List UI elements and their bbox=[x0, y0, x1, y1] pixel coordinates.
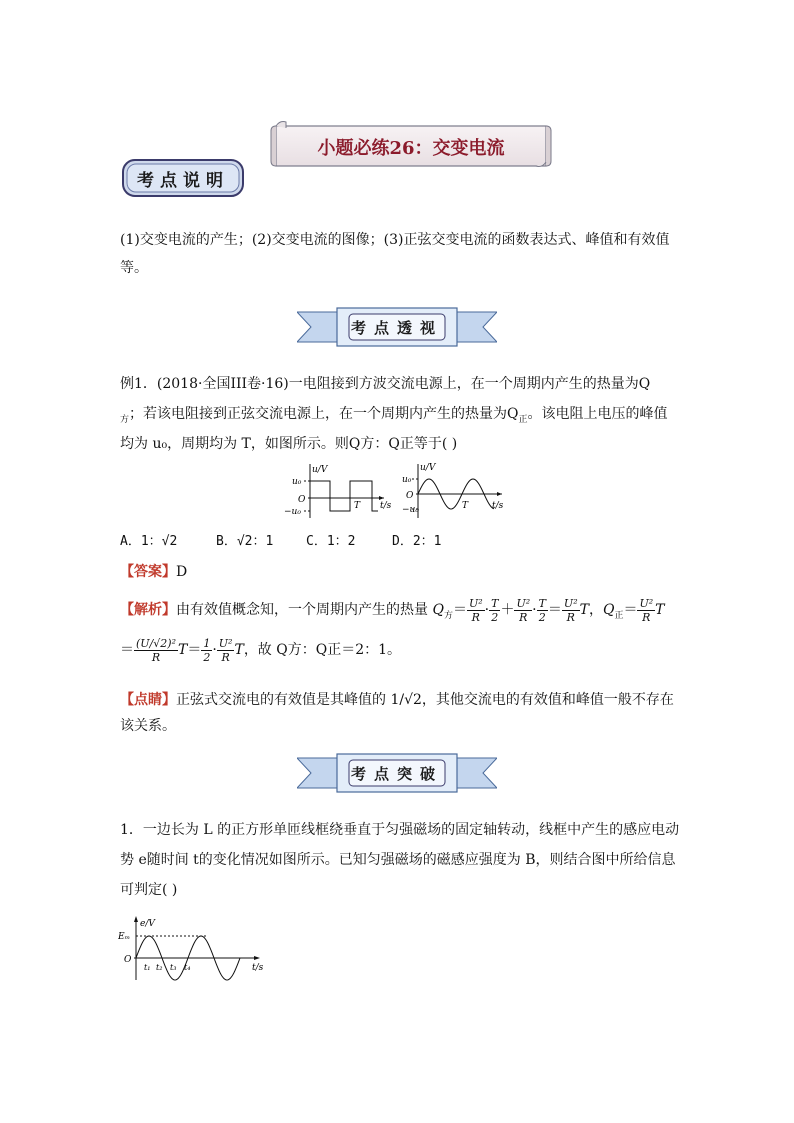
sq-origin: O bbox=[298, 495, 306, 505]
sq-u0: u₀ bbox=[292, 477, 302, 487]
tip-line-1: 【点睛】正弦式交流电的有效值是其峰值的 1/√2，其他交流电的有效值和峰值一般不存在 bbox=[120, 692, 674, 708]
emf-t4: t₄ bbox=[184, 963, 191, 972]
sine-neg-u0: −u₀ bbox=[402, 505, 419, 515]
q1-line-1: 1．一边长为 L 的正方形单匝线框绕垂直于匀强磁场的固定轴转动，线框中产生的感应电动 bbox=[120, 822, 680, 838]
analysis-line-2: ＝ $\frac{\text{(U/√2)²}}{R}$ T＝ $\frac{1}{2}$ · $\frac{\text{U²}}{R}$ T，故 Q方：Q正＝2：1。 bbox=[120, 636, 402, 664]
badge-kaodian-shuoming: 考点说明 bbox=[137, 171, 229, 191]
sq-xlabel: t/s bbox=[380, 501, 392, 511]
q1-line-3: 可判定( ) bbox=[120, 882, 178, 898]
tip-tag: 【点睛】 bbox=[120, 692, 176, 708]
sq-T: T bbox=[354, 501, 361, 511]
emf-t3: t₃ bbox=[170, 963, 177, 972]
ribbon-kaodian-toushi: 考点透视 bbox=[350, 319, 443, 337]
analysis-line-1: 【解析】由有效值概念知，一个周期内产生的热量 $Q_方=$ $\frac{\text{U²}}{R}$ · $\frac{T}{2}$ ＋ $\frac{\text{U²}}{R}$ · $\frac{T}{2}$ ＝ $\frac{\text{U²}}{R}$ T，$Q_正=$ $\frac{\text{U²}}{R}$ T bbox=[120, 596, 665, 624]
option-b: B．√2：1 bbox=[216, 534, 274, 549]
emf-xlabel: t/s bbox=[252, 963, 264, 973]
emf-t1: t₁ bbox=[144, 963, 151, 972]
sine-ylabel: u/V bbox=[420, 463, 436, 473]
answer-value: D bbox=[176, 564, 188, 580]
emf-origin: O bbox=[124, 955, 132, 965]
intro-line-1: (1)交变电流的产生；(2)交变电流的图像；(3)正弦交变电流的函数表达式、峰值和有效值 bbox=[120, 232, 670, 248]
analysis-tag: 【解析】 bbox=[120, 602, 176, 618]
square-wave-graph bbox=[284, 462, 404, 522]
page-title: 小题必练26：交变电流 bbox=[317, 138, 505, 159]
sine-wave-graph bbox=[402, 462, 512, 522]
sine-origin: O bbox=[406, 491, 414, 501]
example-line-3: 均为 u₀，周期均为 T，如图所示。则Q方：Q正等于( ) bbox=[120, 436, 458, 452]
emf-time-graph bbox=[118, 914, 268, 984]
option-a: A．1：√2 bbox=[120, 534, 178, 549]
option-d: D．2：1 bbox=[392, 534, 442, 549]
answer-line bbox=[120, 558, 680, 586]
sine-xlabel: t/s bbox=[492, 501, 504, 511]
ribbon-kaodian-tupo: 考点突破 bbox=[350, 765, 443, 783]
option-c: C．1：2 bbox=[306, 534, 356, 549]
emf-ylabel: e/V bbox=[140, 919, 155, 929]
emf-t2: t₂ bbox=[156, 963, 163, 972]
sine-T: T bbox=[462, 501, 469, 511]
tip-line-2: 该关系。 bbox=[120, 718, 176, 734]
sq-neg-u0: −u₀ bbox=[284, 507, 301, 517]
sq-ylabel: u/V bbox=[312, 465, 328, 475]
emf-Em: Eₘ bbox=[118, 932, 131, 942]
answer-tag: 【答案】 bbox=[120, 564, 176, 580]
example-line-2: $_方$；若该电阻接到正弦交流电源上，在一个周期内产生的热量为$Q_正$。该电阻上电压的峰值 bbox=[120, 406, 668, 425]
q1-line-2: 势 e随时间 t的变化情况如图所示。已知匀强磁场的磁感应强度为 B，则结合图中所给信息 bbox=[120, 852, 676, 868]
sine-u0: u₀ bbox=[402, 475, 412, 485]
intro-line-2: 等。 bbox=[120, 260, 148, 276]
example-line-1: 例1．(2018·全国III卷·16)一电阻接到方波交流电源上，在一个周期内产生的热量为Q bbox=[120, 376, 651, 392]
